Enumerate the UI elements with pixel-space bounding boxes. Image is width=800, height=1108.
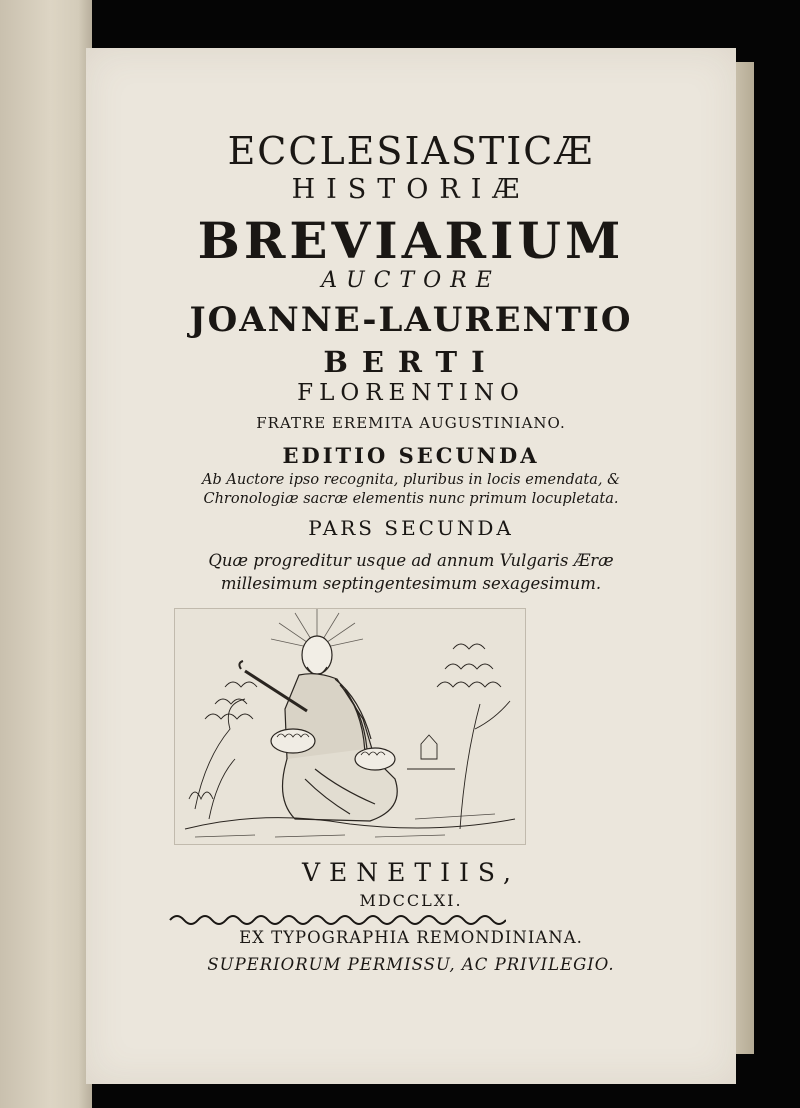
title-main: BREVIARIUM	[197, 211, 625, 270]
edition-note-2: Chronologiæ sacræ elementis nunc primum locupletata.	[203, 491, 619, 507]
engraving-illustration	[175, 609, 525, 844]
imprint-place: VENETIIS,	[301, 858, 521, 887]
edition: EDITIO SECUNDA	[282, 443, 540, 468]
volume-part: PARS SECUNDA	[308, 516, 514, 540]
imprint-printer: EX TYPOGRAPHIA REMONDINIANA.	[239, 928, 583, 947]
ornament-rule-icon	[166, 912, 506, 928]
author-given-name: JOANNE-LAURENTIO	[189, 300, 633, 340]
imprint-year: MDCCLXI.	[359, 891, 463, 910]
author-origin: FLORENTINO	[297, 380, 525, 406]
title-page	[86, 48, 736, 1084]
title-line-2: HISTORIÆ	[291, 174, 531, 205]
author-order: FRATRE EREMITA AUGUSTINIANO.	[256, 414, 566, 432]
imprint-privilege: SUPERIORUM PERMISSU, AC PRIVILEGIO.	[207, 955, 615, 974]
edition-note-1: Ab Auctore ipso recognita, pluribus in locis emendata, &	[201, 472, 620, 488]
scope-note-1: Quæ progreditur usque ad annum Vulgaris Æræ	[208, 551, 614, 570]
left-page-edge	[0, 0, 92, 1108]
title-line-1: ECCLESIASTICÆ	[227, 129, 595, 173]
auctore-label: AUCTORE	[321, 268, 501, 293]
good-shepherd-engraving	[174, 608, 526, 845]
scope-note-2: millesimum septingentesimum sexagesimum.	[220, 574, 602, 593]
author-surname: BERTI	[323, 345, 499, 379]
